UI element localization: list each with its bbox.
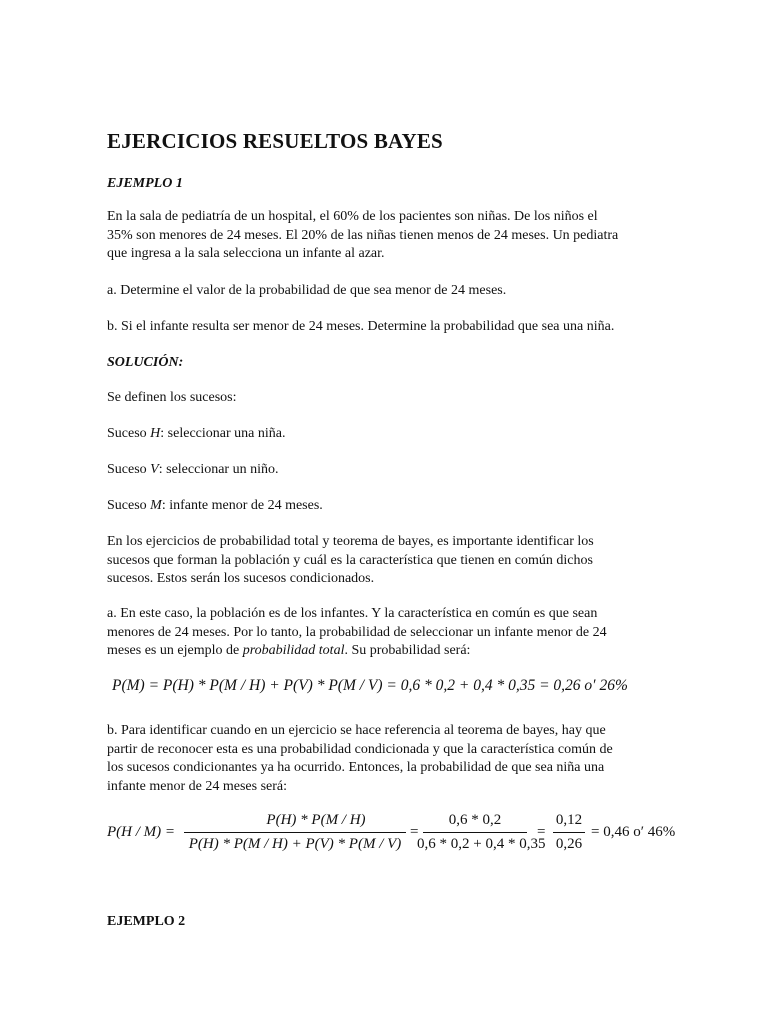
- fraction-bar: [553, 832, 585, 833]
- part-a-paragraph: [107, 605, 667, 661]
- event-prefix: Suceso: [107, 426, 151, 441]
- part-a-line: [107, 642, 667, 661]
- formula-total-probability: P(M) = P(H) * P(M / H) + P(V) * P(M / V) = 0,6 * 0,2 + 0,4 * 0,35 = 0,26 o′ 26%: [112, 677, 628, 694]
- part-b-line: b. Para identificar cuando en un ejercicio se hace referencia al teorema de bayes, hay que: [107, 723, 606, 738]
- bayes-numerator-1: P(H) * P(M / H): [266, 812, 366, 828]
- solution-heading: SOLUCIÓN:: [107, 355, 184, 370]
- part-a-line: menores de 24 meses. Por lo tanto, la probabilidad de seleccionar un infante menor de 24: [107, 624, 607, 640]
- example2-heading: EJEMPLO 2: [107, 914, 186, 929]
- bayes-result: = 0,46 o′ 46%: [591, 824, 676, 840]
- part-a-line3-pre: meses es un ejemplo de: [107, 643, 243, 658]
- question-a: a. Determine el valor de la probabilidad de que sea menor de 24 meses.: [107, 283, 507, 298]
- page-title: EJERCICIOS RESUELTOS BAYES: [107, 129, 443, 153]
- event-prefix: Suceso: [107, 462, 151, 477]
- part-b-line: partir de reconocer esta es una probabilidad condicionada y que la característica común de: [107, 741, 613, 757]
- statement-line: En la sala de pediatría de un hospital, el 60% de los pacientes son niñas. De los niños el: [107, 209, 598, 224]
- event-v: [107, 462, 278, 478]
- statement-line: que ingresa a la sala selecciona un infante al azar.: [107, 246, 385, 261]
- explanation-line: En los ejercicios de probabilidad total y teorema de bayes, es importante identificar los: [107, 534, 594, 549]
- question-b: b. Si el infante resulta ser menor de 24 meses. Determine la probabilidad que sea una niña.: [107, 319, 615, 334]
- explanation-line: sucesos que forman la población y cuál es la característica que tienen en común dichos: [107, 552, 593, 568]
- bayes-lhs: P(H / M) =: [107, 824, 176, 840]
- part-a-line3-post: . Su probabilidad será:: [344, 643, 471, 658]
- event-text: : infante menor de 24 meses.: [161, 498, 323, 513]
- event-text: : seleccionar una niña.: [160, 426, 286, 441]
- part-b-paragraph: [107, 722, 667, 796]
- events-intro: Se definen los sucesos:: [107, 390, 237, 405]
- probabilidad-total-term: probabilidad total: [242, 643, 345, 658]
- bayes-numerator-3: 0,12: [555, 812, 583, 828]
- problem-statement: [107, 208, 667, 264]
- bayes-denominator-1: P(H) * P(M / H) + P(V) * P(M / V): [188, 836, 402, 852]
- example1-heading: EJEMPLO 1: [107, 176, 183, 191]
- part-b-line: los sucesos condicionantes ya ha ocurrido. Entonces, la probabilidad de que sea niña una: [107, 760, 605, 775]
- event-prefix: Suceso: [107, 498, 151, 513]
- explanation-paragraph: [107, 533, 667, 589]
- fraction-bar: [423, 832, 527, 833]
- event-text: : seleccionar un niño.: [158, 462, 279, 477]
- statement-line: 35% son menores de 24 meses. El 20% de las niñas tienen menos de 24 meses. Un pediatra: [107, 227, 619, 243]
- event-symbol: H: [150, 426, 161, 441]
- event-h: [107, 426, 285, 442]
- equals-sign: =: [537, 824, 546, 840]
- explanation-line: sucesos. Estos serán los sucesos condicionados.: [107, 571, 375, 586]
- fraction-bar: [184, 832, 406, 833]
- part-b-line: infante menor de 24 meses será:: [107, 778, 287, 794]
- part-a-line: a. En este caso, la población es de los infantes. Y la característica en común es que sean: [107, 606, 598, 621]
- event-symbol: V: [150, 462, 159, 477]
- bayes-denominator-2: 0,6 * 0,2 + 0,4 * 0,35: [417, 836, 546, 852]
- bayes-denominator-3: 0,26: [555, 836, 583, 852]
- equals-sign: =: [410, 824, 419, 840]
- event-m: [107, 498, 323, 514]
- event-symbol: M: [150, 498, 162, 513]
- bayes-numerator-2: 0,6 * 0,2: [448, 812, 502, 828]
